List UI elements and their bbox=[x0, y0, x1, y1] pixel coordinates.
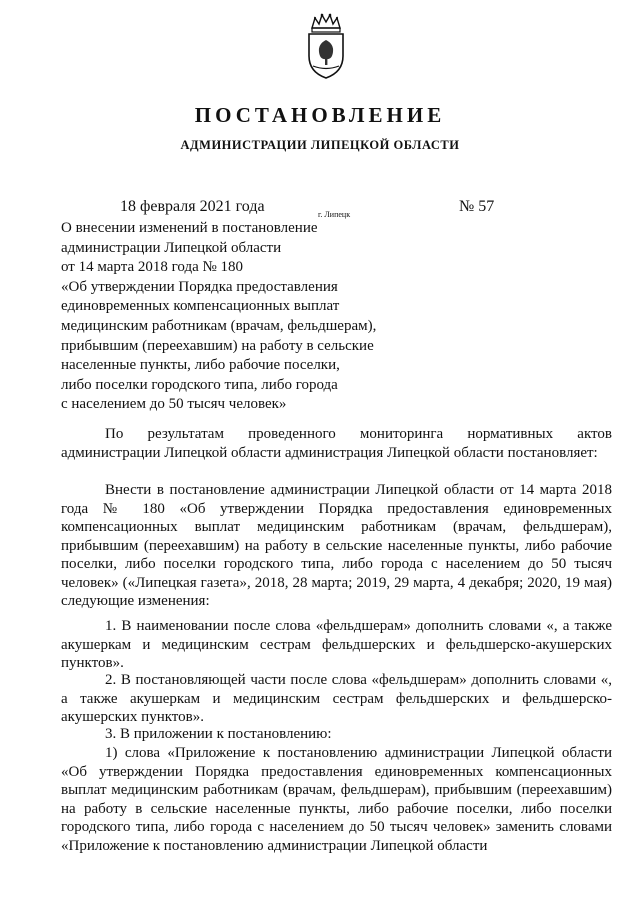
amendment-item-1: 1. В наименовании после слова «фельдшерам» дополнить словами «, а также акушеркам и медицинским сестрам фельдшерских и фельдшерско-акушерских пунктов». bbox=[61, 618, 612, 671]
document-city: г. Липецк bbox=[318, 210, 351, 219]
preamble-paragraph: По результатам проведенного мониторинга нормативных актов администрации Липецкой области администрация Липецкой области постановляет: bbox=[61, 426, 612, 461]
amendment-subitem-1: 1) слова «Приложение к постановлению администрации Липецкой области «Об утверждении Порядка предоставления единовременных компенсационных выплат медицинским работникам (врачам, фельдшерам), прибывшим (переехавшим) на работу в сельские населенные пункты, либо рабочие поселки, либо поселки городского типа, либо города с населением до 50 тысяч человек» заменить словами «Приложение к постановлению администрации Липецкой области bbox=[61, 745, 612, 854]
document-title: ПОСТАНОВЛЕНИЕ bbox=[194, 103, 446, 127]
issuing-authority: АДМИНИСТРАЦИИ ЛИПЕЦКОЙ ОБЛАСТИ bbox=[180, 138, 460, 152]
document-number: № 57 bbox=[459, 198, 495, 215]
main-paragraph: Внести в постановление администрации Липецкой области от 14 марта 2018 года № 180 «Об утверждении Порядка предоставления единовременных компенсационных выплат медицинским работникам (врачам, фельдшерам), прибывшим (переехавшим) на работу в сельские населенные пункты, либо рабочие поселки, либо поселки городского типа, либо города с населением до 50 тысяч человек» («Липецкая газета», 2018, 28 марта; 2019, 29 марта, 4 декабря; 2020, 19 мая) следующие изменения: bbox=[61, 482, 612, 609]
amendment-item-3: 3. В приложении к постановлению: bbox=[105, 726, 332, 742]
document-subject: О внесении изменений в постановление администрации Липецкой области от 14 марта 2018 года № 180 «Об утверждении Порядка предоставления единовременных компенсационных выплат медицинским работникам (врачам, фельдшерам), прибывшим (переехавшим) на работу в сельские населенные пункты, либо рабочие поселки, либо поселки городского типа, либо города с населением до 50 тысяч человек» bbox=[61, 220, 377, 413]
coat-of-arms-icon bbox=[301, 12, 351, 80]
amendment-item-2: 2. В постановляющей части после слова «фельдшерам» дополнить словами «, а также акушеркам и медицинским сестрам фельдшерских и фельдшерско-акушерских пунктов». bbox=[61, 672, 612, 725]
document-date: 18 февраля 2021 года bbox=[120, 198, 265, 215]
